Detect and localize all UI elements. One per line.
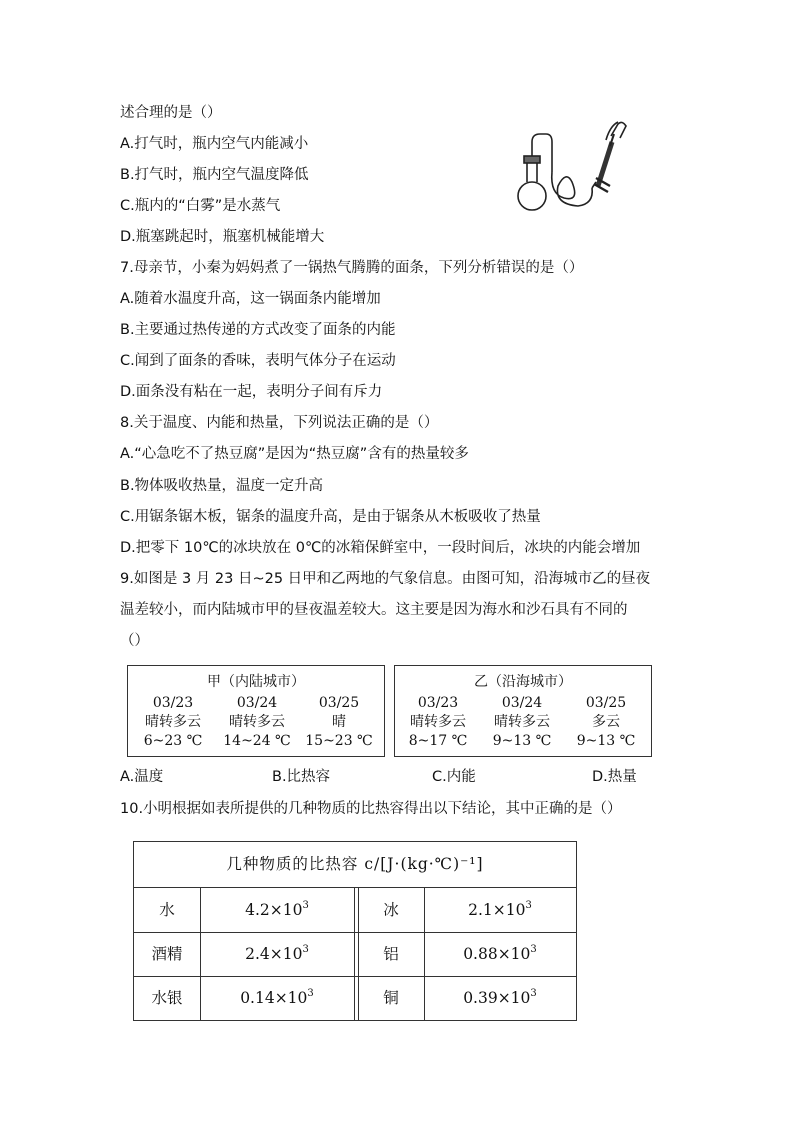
- weather-day-yi-3: [565, 694, 647, 751]
- value-cell: $0.14\times 10^3$: [240, 988, 314, 1007]
- weather-temp: 6~23 ℃: [143, 733, 203, 749]
- substance-cell: 酒精: [151, 945, 183, 963]
- q8-option-a: A.“心急吃不了热豆腐”是因为“热豆腐”含有的热量较多: [120, 446, 469, 462]
- q9-option-d: D.热量: [592, 769, 637, 785]
- q6-option-b: B.打气时，瓶内空气温度降低: [120, 167, 309, 183]
- weather-condition: 晴转多云: [229, 714, 285, 730]
- weather-temp: 9~13 ℃: [492, 733, 552, 749]
- substance-cell: 冰: [383, 901, 399, 919]
- substance-cell: 铜: [383, 989, 399, 1007]
- q6-option-c: C.瓶内的“白雾”是水蒸气: [120, 198, 281, 214]
- weather-day-yi-2: [481, 694, 563, 751]
- q7-option-a: A.随着水温度升高，这一锅面条内能增加: [120, 291, 381, 307]
- q8-option-b: B.物体吸收热量，温度一定升高: [120, 478, 324, 494]
- weather-temp: 9~13 ℃: [576, 733, 636, 749]
- q6-stem-tail: 述合理的是（）: [120, 105, 222, 121]
- q9-stem-line3: （）: [120, 633, 149, 649]
- weather-title-yi: 乙（沿海城市）: [474, 674, 572, 690]
- weather-temp: 15~23 ℃: [305, 733, 373, 749]
- value-cell: $2.1\times 10^3$: [468, 900, 532, 919]
- weather-day-jia-3: [298, 694, 380, 751]
- weather-day-jia-2: [216, 694, 298, 751]
- q8-option-d: D.把零下 10℃的冰块放在 0℃的冰箱保鲜室中，一段时间后，冰块的内能会增加: [120, 540, 641, 556]
- weather-date: 03/23: [417, 695, 459, 711]
- substance-cell: 水: [159, 901, 175, 919]
- value-cell: $0.88\times 10^3$: [463, 944, 537, 963]
- value-cell: $4.2\times 10^3$: [245, 900, 309, 919]
- q10-stem: 10.小明根据如表所提供的几种物质的比热容得出以下结论，其中正确的是（）: [120, 801, 622, 817]
- q7-stem: 7.母亲节，小秦为妈妈煮了一锅热气腾腾的面条，下列分析错误的是（）: [120, 260, 584, 276]
- q9-option-b: B.比热容: [272, 769, 331, 785]
- weather-date: 03/24: [236, 695, 278, 711]
- table-title: 几种物质的比热容 c/[J·(kg·℃)⁻¹]: [134, 842, 576, 888]
- weather-condition: 多云: [592, 714, 620, 730]
- weather-card-yi: [394, 665, 652, 757]
- specific-heat-table: [133, 841, 577, 1021]
- weather-day-yi-1: [397, 694, 479, 751]
- q7-option-d: D.面条没有粘在一起，表明分子间有斥力: [120, 384, 383, 400]
- flask-pump-illustration: [510, 112, 630, 220]
- weather-title-jia: 甲（内陆城市）: [207, 674, 305, 690]
- weather-temp: 8~17 ℃: [408, 733, 468, 749]
- q9-option-a: A.温度: [120, 769, 164, 785]
- weather-temp: 14~24 ℃: [223, 733, 291, 749]
- q9-stem-line2: 温差较小，而内陆城市甲的昼夜温差较大。这主要是因为海水和沙石具有不同的: [120, 602, 628, 618]
- weather-date: 03/25: [318, 695, 360, 711]
- weather-date: 03/25: [585, 695, 627, 711]
- q9-stem-line1: 9.如图是 3 月 23 日~25 日甲和乙两地的气象信息。由图可知，沿海城市乙的昼夜: [120, 571, 651, 587]
- q8-stem: 8.关于温度、内能和热量，下列说法正确的是（）: [120, 415, 439, 431]
- substance-cell: 水银: [151, 989, 183, 1007]
- weather-date: 03/24: [501, 695, 543, 711]
- value-cell: $2.4\times 10^3$: [245, 944, 309, 963]
- q6-option-a: A.打气时，瓶内空气内能减小: [120, 136, 309, 152]
- q6-option-d: D.瓶塞跳起时，瓶塞机械能增大: [120, 229, 325, 245]
- q7-option-b: B.主要通过热传递的方式改变了面条的内能: [120, 322, 396, 338]
- weather-day-jia-1: [132, 694, 214, 751]
- weather-date: 03/23: [152, 695, 194, 711]
- weather-card-jia: [127, 665, 385, 757]
- substance-cell: 铝: [383, 945, 399, 963]
- weather-condition: 晴转多云: [410, 714, 466, 730]
- weather-condition: 晴转多云: [145, 714, 201, 730]
- weather-condition: 晴: [332, 714, 346, 730]
- value-cell: $0.39\times 10^3$: [463, 988, 537, 1007]
- q9-option-c: C.内能: [432, 769, 476, 785]
- q7-option-c: C.闻到了面条的香味，表明气体分子在运动: [120, 353, 396, 369]
- weather-condition: 晴转多云: [494, 714, 550, 730]
- q8-option-c: C.用锯条锯木板，锯条的温度升高，是由于锯条从木板吸收了热量: [120, 509, 541, 525]
